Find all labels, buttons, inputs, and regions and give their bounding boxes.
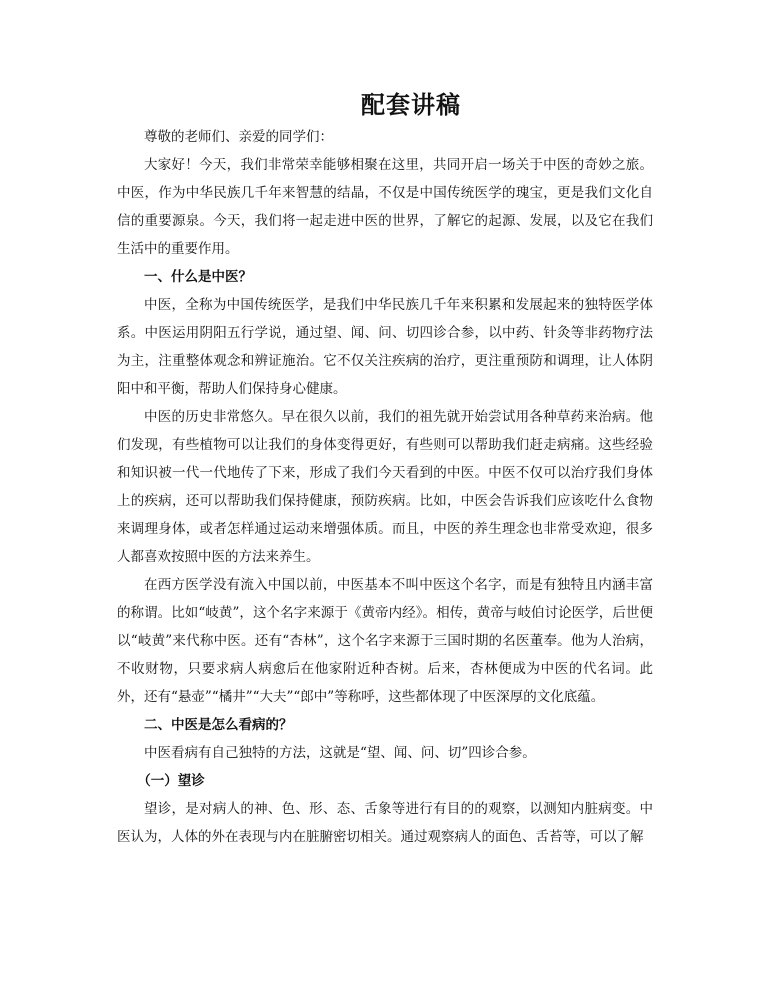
paragraph: 中医的历史非常悠久。早在很久以前，我们的祖先就开始尝试用各种草药来治病。他们发现，有些植物可以让我们的身体变得更好，有些则可以帮助我们赶走病痛。这些经验和知识被一代一代地传了下来，形成了我们今天看到的中医。中医不仅可以治疗我们身体上的疾病，还可以帮助我们保持健康，预防疾病。比如，中医会告诉我们应该吃什么食物来调理身体，或者怎样通过运动来增强体质。而且，中医的养生理念也非常受欢迎，很多人都喜欢按照中医的方法来养生。 — [117, 409, 653, 565]
intro-paragraph: 大家好！今天，我们非常荣幸能够相聚在这里，共同开启一场关于中医的奇妙之旅。中医，作为中华民族几千年来智慧的结晶，不仅是中国传统医学的瑰宝，更是我们文化自信的重要源泉。今天，我们将一起走进中医的世界，了解它的起源、发展，以及它在我们生活中的重要作用。 — [117, 157, 653, 257]
paragraph: 在西方医学没有流入中国以前，中医基本不叫中医这个名字，而是有独特且内涵丰富的称谓。比如“岐黄”，这个名字来源于《黄帝内经》。相传，黄帝与岐伯讨论医学，后世便以“岐黄”来代称中医。还有“杏林”，这个名字来源于三国时期的名医董奉。他为人治病，不收财物，只要求病人病愈后在他家附近种杏树。后来，杏林便成为中医的代名词。此外，还有“悬壶”“橘井”“大夫”“郎中”等称呼，这些都体现了中医深厚的文化底蕴。 — [117, 577, 653, 705]
paragraph: 中医，全称为中国传统医学，是我们中华民族几千年来积累和发展起来的独特医学体系。中医运用阴阳五行学说，通过望、闻、问、切四诊合参，以中药、针灸等非药物疗法为主，注重整体观念和辨证施治。它不仅关注疾病的治疗，更注重预防和调理，让人体阴阳中和平衡，帮助人们保持身心健康。 — [117, 297, 653, 397]
document-body — [117, 87, 653, 851]
paragraph: 望诊，是对病人的神、色、形、态、舌象等进行有目的的观察，以测知内脏病变。中医认为，人体的外在表现与内在脏腑密切相关。通过观察病人的面色、舌苔等，可以了解 — [117, 801, 653, 845]
greeting-paragraph: 尊敬的老师们、亲爱的同学们： — [144, 129, 333, 145]
section-heading-2: 二、中医是怎么看病的？ — [144, 717, 293, 733]
document-title: 配套讲稿 — [361, 90, 461, 119]
paragraph: 中医看病有自己独特的方法，这就是“望、闻、问、切”四诊合参。 — [144, 745, 536, 761]
subsection-heading-1: （一）望诊 — [137, 773, 205, 789]
section-heading-1: 一、什么是中医？ — [144, 269, 252, 285]
